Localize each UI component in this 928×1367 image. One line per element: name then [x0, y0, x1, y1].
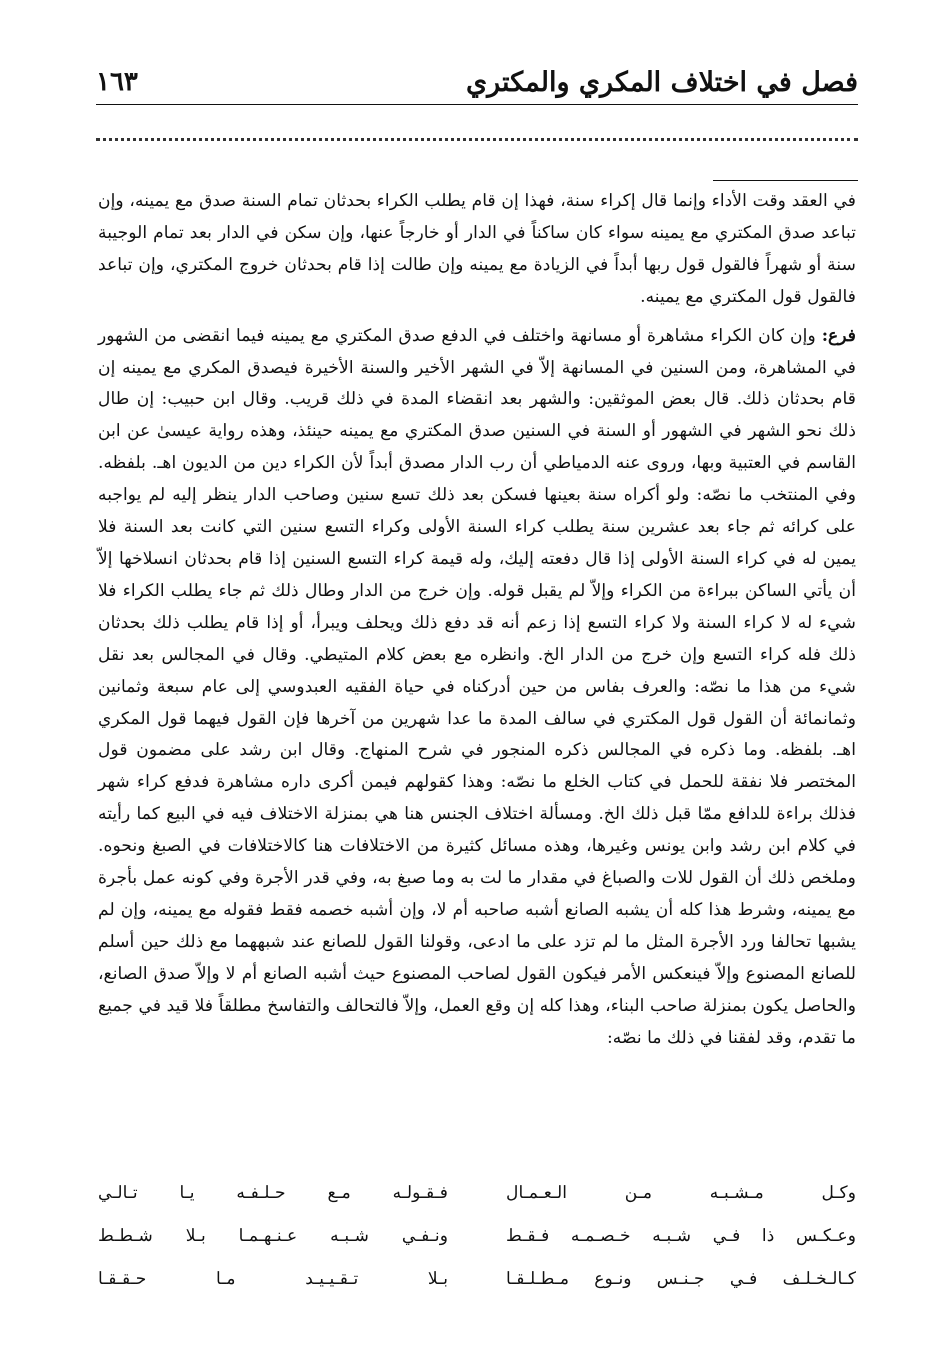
- dotted-separator: [96, 138, 858, 141]
- hemistich-second: بـلا تـقـيـيـد مـا حـقـقـا: [98, 1268, 448, 1289]
- poem-verse: [98, 1171, 856, 1214]
- page-number: ١٦٣: [96, 67, 138, 97]
- chapter-title: فصل في اختلاف المكري والمكتري: [466, 66, 858, 98]
- header-rule: [96, 104, 858, 105]
- far-label: فرع:: [821, 325, 856, 346]
- hemistich-first: كـالـخـلـف فـي جـنـس ونـوع مـطـلـقـا: [506, 1268, 856, 1289]
- poem-verse: [98, 1257, 856, 1300]
- poem-verse: [98, 1214, 856, 1257]
- far-text: وإن كان الكراء مشاهرة أو مسانهة واختلف في الدفع صدق المكتري مع يمينه فيما انقضى من الشهور في المشاهرة، ومن السنين في المسانهة إلاّ في الشهر الأخير والسنة الأخيرة فيصدق المكري مع يمينه إن قام بحدثان ذلك. قال بعض الموثقين: والشهر بعد انقضاء المدة في ذلك قريب. وقال ابن حبيب: إن طال ذلك نحو الشهر في الشهور أو السنة في السنين صدق المكتري مع يمينه حينئذ، وهذه رواية عيسىٰ عن ابن القاسم في العتبية وبها، وروى عنه الدمياطي أن رب الدار مصدق أبداً لأن الكراء دين من الديون اهـ. بلفظه. وفي المنتخب ما نصّه: ولو أكراه سنة بعينها فسكن بعد ذلك تسع سنين وصاحب الدار ينظر إليه لم يواجبه على كرائه ثم جاء بعد عشرين سنة يطلب كراء السنة الأولى وكراء التسع سنين التي كانت بعد السنة فلا يمين له في كراء السنة الأولى إذا قال دفعته إليك، وله قيمة كراء التسع السنين إذا قام بحدثان انسلاخها إلاّ أن يأتي الساكن ببراءة من الكراء وإلاّ لم يقبل قوله. وإن خرج من الدار وطال ذلك ثم جاء يطلب الكراء فلا شيء له لا كراء السنة ولا كراء التسع إذا زعم أنه قد دفع ذلك ويحلف ويبرأ، أو إذا قام يطلب ذلك بحدثان ذلك فله كراء التسع وإن خرج من الدار الخ. وانظره مع بعض كلام المتيطي. وقال في المجالس بعد نقل شيء من هذا ما نصّه: والعرف بفاس من حين أدركناه في حياة الفقيه العبدوسي إلى عام سبعة وثمانين وثمانمائة أن القول قول المكتري في سالف المدة ما عدا شهرين من آخرها فإن القول فيهما قول المكري اهـ. بلفظه. وما ذكره في المجالس ذكره المنجور في شرح المنهاج. وقال ابن رشد على مضمون قول المختصر فلا نفقة للحمل في كتاب الخلع ما نصّه: وهذا كقولهم فيمن أكرى داره مشاهرة فدفع كراء شهر فذلك براءة للدافع ممّا قبل ذلك الخ. ومسألة اختلاف الجنس هنا هي بمنزلة الاختلاف فيه في البيع كما رأيته في كلام ابن رشد وابن يونس وغيرها، وهذه مسائل كثيرة من الاختلافات هنا كالاختلافات في الصبغ ونحوه. وملخص ذلك أن القول للات والصباغ في مقدار ما لت به وما صبغ به، وفي قدر الأجرة وفي كونه عمل بأجرة مع يمينه، وشرط هذا كله أن يشبه الصانع أشبه صاحبه أم لا، وإن أشبه خصمه فقط فقوله مع يمينه، وإن لم يشبها تحالفا ورد الأجرة المثل ما لم تزد على ما ادعى، وقولنا القول للصانع عند شبههما مع ذلك حين أسلم للصانع المصنوع وإلاّ فينعكس الأمر فيكون القول لصاحب المصنوع حيث أشبه الصانع أم لا وإلاّ صدق الصانع، والحاصل يكون بمنزلة صاحب البناء، وهذا كله إن وقع العمل، وإلاّ فالتحالف والتفاسخ مطلقاً فلا قيد في جميع ما تقدم، وقد لفقنا في ذلك ما نصّه:: [98, 325, 856, 1048]
- hemistich-first: وكـل مـشـبـه مـن الـعـمـال: [506, 1182, 856, 1203]
- paragraph: في العقد وقت الأداء وإنما قال إكراء سنة، فهذا إن قام يطلب الكراء بحدثان تمام السنة صدق مع يمينه، وإن تباعد صدق المكتري مع يمينه سواء كان ساكناً في الدار أو خارجاً عنها، وإن سكن في الدار بعد تمام الوجيبة سنة أو شهراً فالقول قول ربها أبداً في الزيادة مع يمينه وإن طالت إذا قام بحدثان خروج المكتري، وإن تباعد فالقول قول المكتري مع يمينه.: [98, 191, 856, 307]
- running-header: [96, 58, 858, 106]
- paragraph-far: [98, 321, 856, 1055]
- hemistich-second: ونـفـي شـبـه عـنـهـمـا بـلا شـطـط: [98, 1225, 448, 1246]
- hemistich-first: وعـكـس ذا فـي شـبـه خـصـمـه فـقـط: [506, 1225, 856, 1246]
- hemistich-second: فـقـولـه مـع حـلـفـه يـا تـالـي: [98, 1182, 448, 1203]
- body-text: [98, 186, 856, 1054]
- poem: [98, 1171, 856, 1300]
- short-separator-rule: [713, 180, 858, 181]
